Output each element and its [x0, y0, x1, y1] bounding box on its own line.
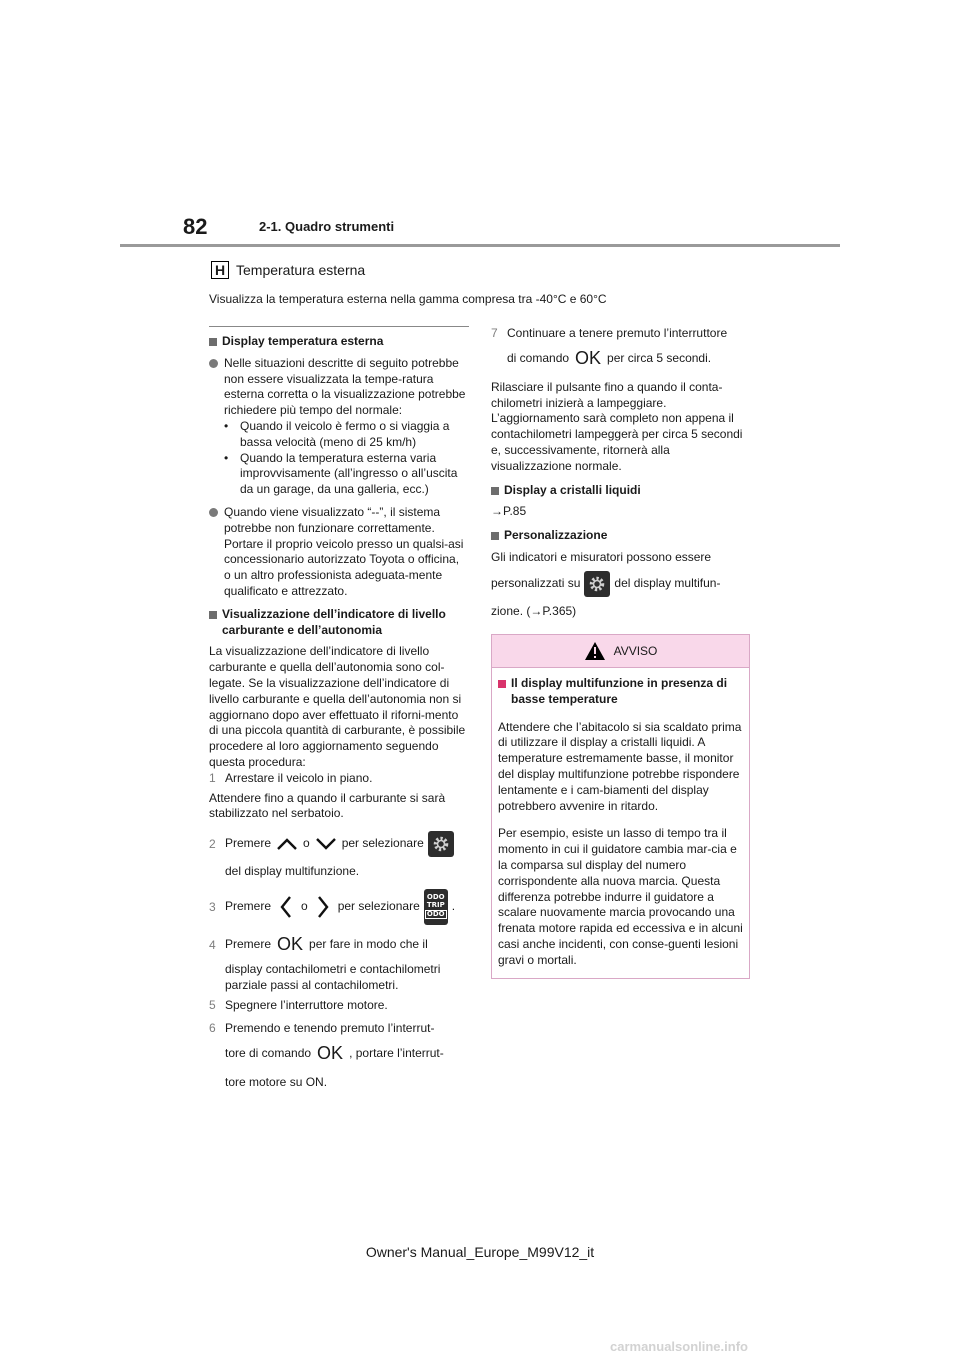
step-text: Continuare a tenere premuto l’interruttore	[507, 326, 728, 340]
step-6	[209, 1021, 469, 1091]
step-5	[209, 998, 469, 1014]
ok-button-icon: OK	[277, 934, 304, 954]
step-text: per selezionare	[337, 899, 420, 913]
ok-button-icon: OK	[575, 347, 602, 368]
paragraph: L’aggiornamento sarà completo non appena il contachilometri lampeggerà per circa 5 secondi e, successivamente, ritornerà alla visualizzazione normale.	[491, 411, 743, 473]
paragraph-line	[491, 566, 753, 602]
bullet-text: Nelle situazioni descritte di seguito potrebbe non essere visualizzata la tempe-ratura esterna corretta o la visualizzazione potrebbe richiedere più tempo del normale:	[224, 355, 466, 418]
square-bullet-icon	[209, 338, 217, 346]
section-description: Visualizza la temperatura esterna nella gamma compresa tra -40°C e 60°C	[209, 292, 607, 306]
odo-icon-label: ODO	[426, 893, 445, 902]
step-text: Spegnere l’interruttore motore.	[225, 997, 388, 1012]
step-number: 5	[209, 997, 216, 1012]
ok-button-icon: OK	[317, 1043, 344, 1064]
step-number: 3	[209, 899, 216, 914]
step-text: del display multifunzione.	[225, 864, 360, 879]
subheading-text: Il display multifunzione in presenza di basse temperature	[511, 676, 728, 706]
step-text: Arrestare il veicolo in piano.	[225, 770, 373, 785]
section-letter-box: H	[211, 261, 229, 279]
paragraph: Attendere fino a quando il carburante si sarà stabilizzato nel serbatoio.	[209, 790, 446, 821]
right-column	[491, 326, 753, 620]
square-bullet-icon	[491, 487, 499, 495]
odo-icon-label: TRIP	[426, 901, 445, 910]
sub-bullet: • Quando il veicolo è fermo o si viaggia a bassa velocità (meno di 25 km/h)	[224, 419, 469, 451]
gear-icon	[584, 571, 610, 597]
paragraph-text: del display multifun-	[614, 575, 721, 590]
right-arrow-icon	[316, 894, 330, 920]
subheading-text: Display a cristalli liquidi	[504, 482, 641, 497]
step-text: tore motore su ON.	[225, 1075, 328, 1090]
step-number: 4	[209, 937, 216, 952]
warning-box	[491, 634, 750, 979]
warning-paragraph: Per esempio, esiste un lasso di tempo tra il momento in cui il guidatore cambia mar-cia e la comparsa sul display del numero corrispondente alla nuova marcia. Questa differenza potrebbe indurre il guidatore a scalare nuovamente marcia provocando una frenata motore rapida ed eccessiva e in alcuni casi anche incidenti, con conse-guenti lesioni gravi o mortali.	[498, 826, 743, 967]
step-text: , portare l’interrut-	[349, 1046, 444, 1061]
subheading	[491, 528, 753, 544]
paragraph-text: personalizzati su	[491, 575, 581, 590]
watermark: carmanualsonline.info	[610, 1339, 748, 1354]
sub-bullet: • Quando la temperatura esterna varia improvvisamente (all’ingresso o all’uscita da un garage, da una galleria, ecc.)	[224, 451, 469, 498]
square-bullet-icon	[498, 680, 506, 688]
warning-title: AVVISO	[613, 644, 658, 658]
left-arrow-icon	[279, 894, 293, 920]
step-text: o	[303, 836, 310, 851]
footer: Owner's Manual_Europe_M99V12_it	[365, 1244, 595, 1260]
odo-trip-icon	[424, 889, 448, 925]
bullet-item	[209, 505, 469, 600]
subheading	[498, 676, 743, 708]
sub-bullet-text: Quando la temperatura esterna varia improvvisamente (all’ingresso o all’uscita da un garage, da una galleria, ecc.)	[240, 450, 458, 497]
step-number: 6	[209, 1021, 216, 1036]
step-1	[209, 771, 469, 787]
section-heading: Temperatura esterna	[236, 262, 366, 278]
warning-triangle-icon	[584, 641, 606, 661]
square-bullet-icon	[491, 532, 499, 540]
step-2	[209, 828, 469, 880]
left-column	[209, 326, 469, 1095]
subheading-text: Display temperatura esterna	[222, 334, 384, 348]
paragraph: Gli indicatori e misuratori possono essere	[491, 549, 712, 564]
column-divider	[209, 326, 469, 327]
sub-bullet-text: Quando il veicolo è fermo o si viaggia a bassa velocità (meno di 25 km/h)	[240, 418, 450, 449]
step-text: Premere	[225, 836, 272, 851]
page-reference-link[interactable]: →P.85	[491, 504, 527, 519]
odo-icon-label: ODO	[426, 910, 445, 919]
step-3: 3 Premere o per selezionare ODO TRIP ODO .	[209, 888, 469, 926]
page-number: 82	[183, 214, 208, 239]
step-text: di comando	[507, 350, 570, 365]
paragraph: Rilasciare il pulsante fino a quando il conta-chilometri inizierà a lampeggiare.	[491, 379, 723, 410]
warning-header	[492, 635, 749, 668]
up-arrow-icon	[275, 837, 299, 851]
down-arrow-icon	[314, 837, 338, 851]
bullet-text: Quando viene visualizzato “--”, il sistema potrebbe non funzionare correttamente. Portare il proprio veicolo presso un qualsi-asi concessionario autorizzato Toyota o officina, o un altro professionista adeguata-mente qualificato e attrezzato.	[224, 504, 464, 598]
step-text: Premendo e tenendo premuto l’interrut-	[225, 1021, 435, 1036]
step-text: Premere	[225, 937, 272, 951]
warning-paragraph: Attendere che l’abitacolo si sia scaldato prima di utilizzare il display a cristalli liquidi. A temperature estremamente basse, il monitor del display multifunzione potrebbe rispondere lentamente e i cam-biamenti del display potrebbero avvenire in ritardo.	[498, 719, 742, 813]
step-text: per circa 5 secondi.	[607, 350, 712, 365]
step-text: display contachilometri e contachilometri parziale passi al contachilometri.	[225, 961, 441, 992]
step-4	[209, 932, 469, 994]
subheading	[209, 607, 469, 639]
bullet-item	[209, 356, 469, 498]
header-divider	[120, 244, 840, 247]
step-text: per selezionare	[341, 836, 424, 851]
step-number: 1	[209, 770, 216, 785]
gear-icon	[428, 831, 454, 857]
subheading	[491, 483, 753, 499]
subheading	[209, 334, 469, 350]
step-text: o	[301, 899, 308, 913]
subheading-text: Visualizzazione dell’indicatore di livello carburante e dell’autonomia	[222, 606, 446, 637]
step-7	[491, 326, 753, 376]
paragraph: zione. (→P.365)	[491, 603, 577, 618]
step-text: per fare in modo che il	[309, 937, 428, 951]
step-number: 7	[491, 326, 498, 340]
step-number: 2	[209, 837, 216, 852]
round-bullet-icon	[209, 508, 218, 517]
paragraph: La visualizzazione dell’indicatore di livello carburante e quella dell’autonomia sono col-legate. Se la visualizzazione dell’indicatore di livello carburante e quella dell’autonomia non si aggiornano dopo aver effettuato il riforni-mento di una piccola quantità di carburante, è possibile procedere al loro aggiornamento seguendo questa procedura:	[209, 644, 466, 769]
subheading-text: Personalizzazione	[504, 528, 608, 543]
square-bullet-icon	[209, 611, 217, 619]
section-title: 2-1. Quadro strumenti	[259, 219, 395, 234]
step-text: Premere	[225, 899, 272, 913]
step-text: tore di comando	[225, 1046, 312, 1061]
round-bullet-icon	[209, 359, 218, 368]
